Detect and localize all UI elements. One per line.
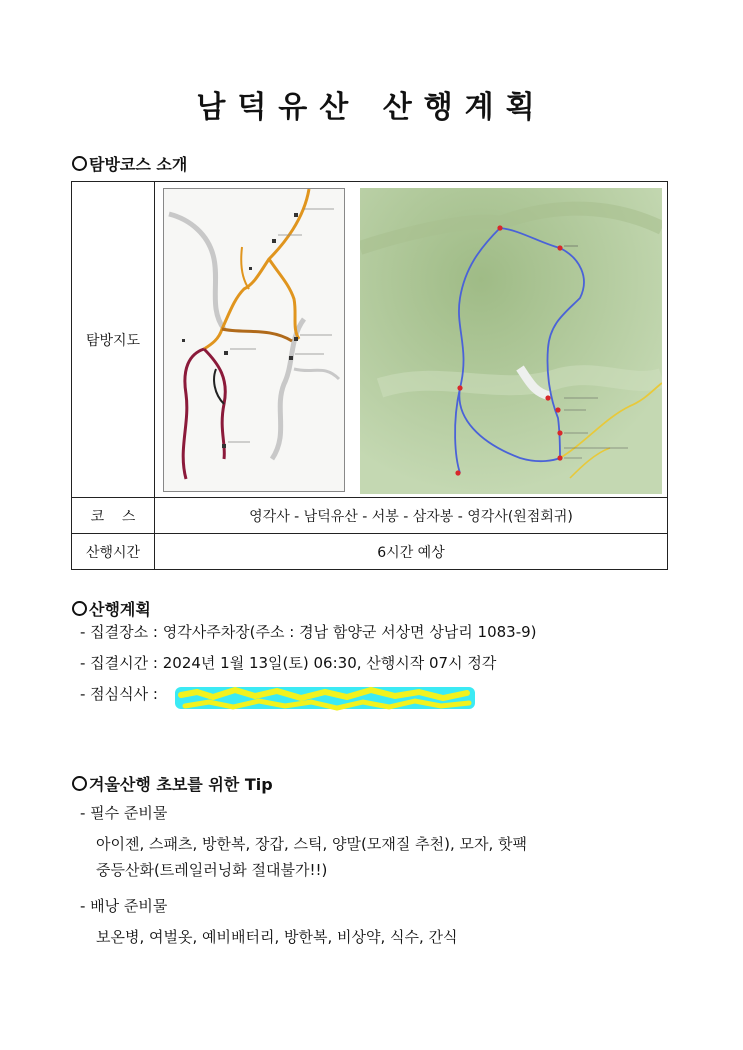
- list-item: - 집결시간 : 2024년 1월 13일(토) 06:30, 산행시작 07시 정각: [80, 654, 497, 672]
- time-value: 6시간 예상: [155, 534, 668, 570]
- section-heading-course: 탐방코스 소개: [72, 152, 187, 175]
- text-line: 아이젠, 스패츠, 방한복, 장갑, 스틱, 양말(모재질 추천), 모자, 핫팩: [96, 835, 527, 853]
- text-line: 보온병, 여벌옷, 예비배터리, 방한복, 비상약, 식수, 간식: [96, 928, 458, 946]
- section-heading-plan: 산행계획: [72, 597, 151, 620]
- map-label: 탐방지도: [72, 182, 155, 498]
- circle-bullet-icon: [72, 156, 87, 171]
- text-line: 중등산화(트레일러닝화 절대불가!!): [96, 861, 328, 879]
- terrain-map-image: [360, 188, 662, 494]
- course-label: 코 스: [72, 498, 155, 534]
- list-item: - 집결장소 : 영각사주차장(주소 : 경남 함양군 서상면 상남리 1083-9): [80, 623, 537, 641]
- list-item: - 점심식사 :: [80, 685, 158, 703]
- time-label: 산행시간: [72, 534, 155, 570]
- required-items-heading: - 필수 준비물: [80, 804, 168, 822]
- redaction-highlight: [175, 680, 475, 716]
- course-table: [71, 181, 668, 570]
- backpack-items-text: [96, 924, 458, 950]
- course-value: 영각사 - 남덕유산 - 서봉 - 삼자봉 - 영각사(원점회귀): [155, 498, 668, 534]
- backpack-items-heading: - 배낭 준비물: [80, 897, 168, 915]
- page-title: 남덕유산 산행계획: [196, 90, 547, 125]
- trail-map-image: [163, 188, 345, 492]
- required-items-text: [96, 831, 527, 883]
- circle-bullet-icon: [72, 776, 87, 791]
- circle-bullet-icon: [72, 601, 87, 616]
- map-cell: [155, 182, 668, 498]
- section-heading-tip: 겨울산행 초보를 위한 Tip: [72, 772, 273, 795]
